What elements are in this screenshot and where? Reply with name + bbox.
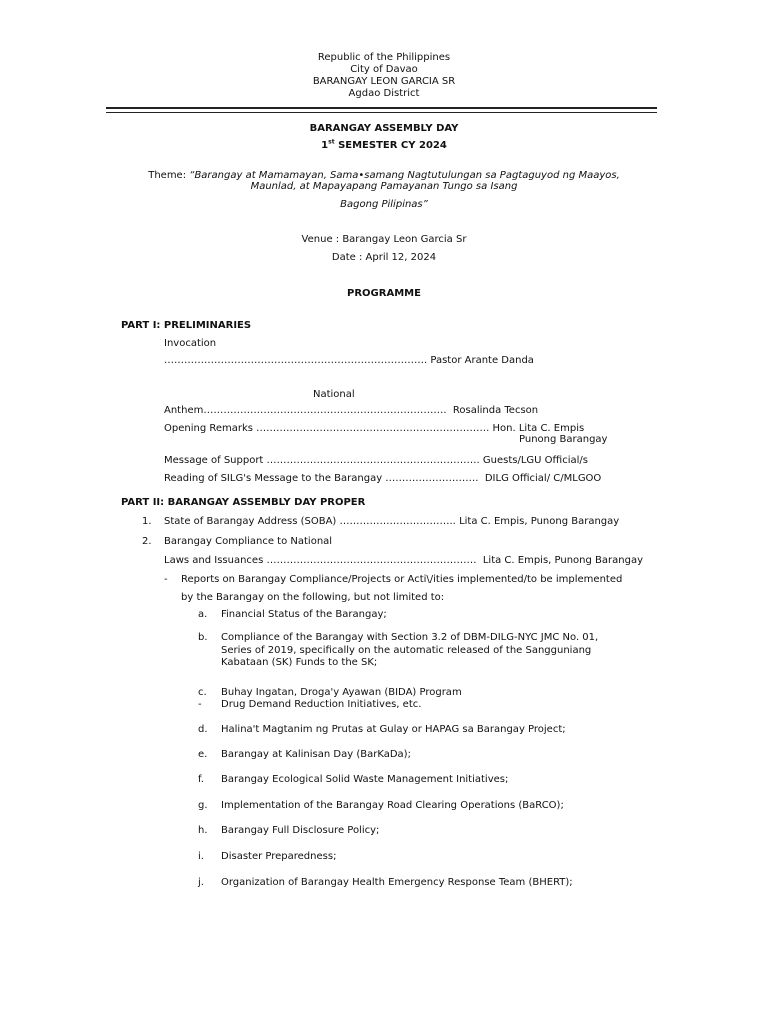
header-rule-thin xyxy=(106,112,657,113)
part2-heading: PART II: BARANGAY ASSEMBLY DAY PROPER xyxy=(121,497,366,508)
invocation-label: Invocation xyxy=(164,338,217,349)
theme-line-2: Maunlad, at Mapayapang Pamayanan Tungo sa Isang xyxy=(250,181,518,192)
subitem-g-text: Implementation of the Barangay Road Clearing Operations (BaRCO); xyxy=(221,800,564,811)
header-line-4: Agdao District xyxy=(348,88,420,99)
item-1-number: 1. xyxy=(142,516,152,527)
opening-remarks-line: Opening Remarks ……………………………………………………………. Hon. Lita C. Empis xyxy=(164,423,585,434)
theme-line-3: Bagong Pilipinas” xyxy=(340,199,428,210)
header-rule-thick xyxy=(106,107,657,109)
subitem-b-text-3: Kabataan (SK) Funds to the SK; xyxy=(221,657,378,668)
document-title: BARANGAY ASSEMBLY DAY xyxy=(309,123,459,134)
theme-line-1: Theme: “Barangay at Mamamayan, Sama•samang Nagtutulungan sa Pagtaguyod ng Maayos, xyxy=(148,170,620,181)
reports-line-2: by the Barangay on the following, but not limited to: xyxy=(181,592,445,603)
silg-message-line: Reading of SILG's Message to the Barangay ………………………. DILG Official/ C/MLGOO xyxy=(164,473,602,484)
venue: Venue : Barangay Leon Garcia Sr xyxy=(301,234,467,245)
subitem-h-text: Barangay Full Disclosure Policy; xyxy=(221,825,380,836)
invocation-line: ……………………………………………………………………. Pastor Arante Danda xyxy=(164,355,534,366)
semester-title: 1st SEMESTER CY 2024 xyxy=(321,138,447,151)
opening-remarks-title: Punong Barangay xyxy=(519,434,608,445)
subitem-b-letter: b. xyxy=(198,632,208,643)
subitem-d-text: Halina't Magtanim ng Prutas at Gulay or HAPAG sa Barangay Project; xyxy=(221,724,566,735)
subitem-c-text: Buhay Ingatan, Droga'y Ayawan (BIDA) Program xyxy=(221,687,462,698)
anthem-label: National xyxy=(313,389,355,400)
subitem-b-text-1: Compliance of the Barangay with Section 3.2 of DBM-DILG-NYC JMC No. 01, xyxy=(221,632,599,643)
subitem-c-dash: - xyxy=(198,699,202,710)
subitem-a-letter: a. xyxy=(198,609,208,620)
header-line-3: BARANGAY LEON GARCIA SR xyxy=(312,76,456,87)
header-line-2: City of Davao xyxy=(350,64,418,75)
item-2-line-2: Laws and Issuances ……………………………………………………… Lita C. Empis, Punong Barangay xyxy=(164,555,643,566)
subitem-e-text: Barangay at Kalinisan Day (BarKaDa); xyxy=(221,749,411,760)
message-of-support-line: Message of Support ………………………………………………………. Guests/LGU Official/s xyxy=(164,455,588,466)
header-line-1: Republic of the Philippines xyxy=(317,52,451,63)
item-1-line: State of Barangay Address (SOBA) …………………………….. Lita C. Empis, Punong Barangay xyxy=(164,516,620,527)
subitem-c-letter: c. xyxy=(198,687,207,698)
subitem-f-letter: f. xyxy=(198,774,204,785)
item-2-line-1: Barangay Compliance to National xyxy=(164,536,333,547)
reports-dash: - xyxy=(164,574,168,585)
subitem-d-letter: d. xyxy=(198,724,208,735)
reports-line-1: Reports on Barangay Compliance/Projects or Acti\/ities implemented/to be implemented xyxy=(181,574,623,585)
item-2-number: 2. xyxy=(142,536,152,547)
date: Date : April 12, 2024 xyxy=(331,252,437,263)
anthem-line: Anthem………………………………………………………………. Rosalinda Tecson xyxy=(164,405,539,416)
subitem-i-letter: i. xyxy=(198,851,204,862)
subitem-f-text: Barangay Ecological Solid Waste Management Initiatives; xyxy=(221,774,509,785)
subitem-b-text-2: Series of 2019, specifically on the automatic released of the Sangguniang xyxy=(221,645,592,656)
subitem-j-letter: j. xyxy=(198,877,204,888)
programme-heading: PROGRAMME xyxy=(347,288,421,299)
subitem-g-letter: g. xyxy=(198,800,208,811)
subitem-e-letter: e. xyxy=(198,749,208,760)
part1-heading: PART I: PRELIMINARIES xyxy=(121,320,252,331)
subitem-i-text: Disaster Preparedness; xyxy=(221,851,337,862)
subitem-a-text: Financial Status of the Barangay; xyxy=(221,609,387,620)
subitem-j-text: Organization of Barangay Health Emergency Response Team (BHERT); xyxy=(221,877,573,888)
subitem-c-subtext: Drug Demand Reduction Initiatives, etc. xyxy=(221,699,422,710)
subitem-h-letter: h. xyxy=(198,825,208,836)
